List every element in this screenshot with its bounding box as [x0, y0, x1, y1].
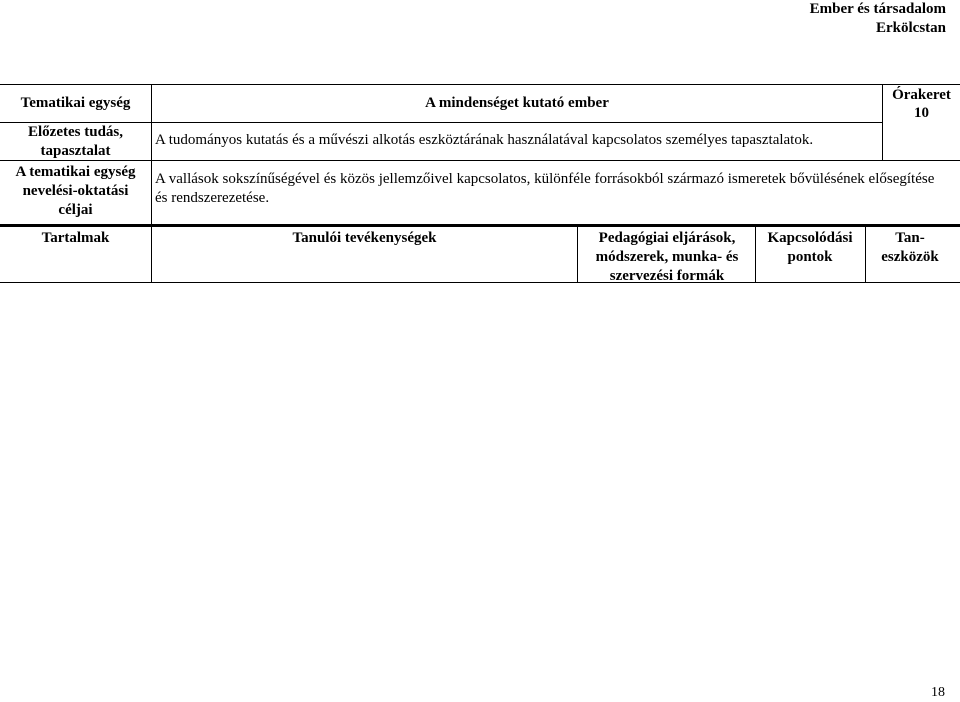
column-header-activities: Tanulói tevékenységek: [292, 230, 437, 246]
table-top-border: [0, 84, 960, 85]
prior-knowledge-label: Előzetes tudás, tapasztalat: [28, 124, 123, 159]
hours-label: Órakeret: [892, 87, 951, 103]
unit-title: A mindenséget kutató ember: [425, 95, 609, 111]
unit-label: Tematikai egység: [20, 95, 131, 111]
columns-row-top-border: [0, 224, 960, 227]
page-number: 18: [931, 685, 945, 700]
goals-label: A tematikai egység nevelési-oktatási céljai: [15, 164, 136, 218]
table-bottom-border: [0, 282, 960, 283]
column-header-methods: Pedagógiai eljárások, módszerek, munka- és szervezési formák: [595, 230, 739, 284]
goals-text: A vallások sokszínűségével és közös jellemzőivel kapcsolatos, különféle forrásokból származó ismeretek bővülésének elősegítése és rendszerezetése.: [155, 171, 935, 206]
column-header-connections: Kapcsolódási pontok: [767, 230, 853, 265]
header-topic: Erkölcstan: [875, 20, 946, 36]
methods-column-divider: [577, 226, 578, 283]
connections-column-divider: [755, 226, 756, 283]
tools-column-divider: [865, 226, 866, 283]
page-header: [810, 0, 946, 38]
hours-value: 10: [914, 105, 929, 121]
column-header-tools: Tan-eszközök: [881, 230, 939, 265]
prior-knowledge-text: A tudományos kutatás és a művészi alkotás eszköztárának használatával kapcsolatos személyes tapasztalatok.: [155, 132, 814, 148]
column-header-content: Tartalmak: [41, 230, 110, 246]
header-subject: Ember és társadalom: [809, 1, 946, 17]
